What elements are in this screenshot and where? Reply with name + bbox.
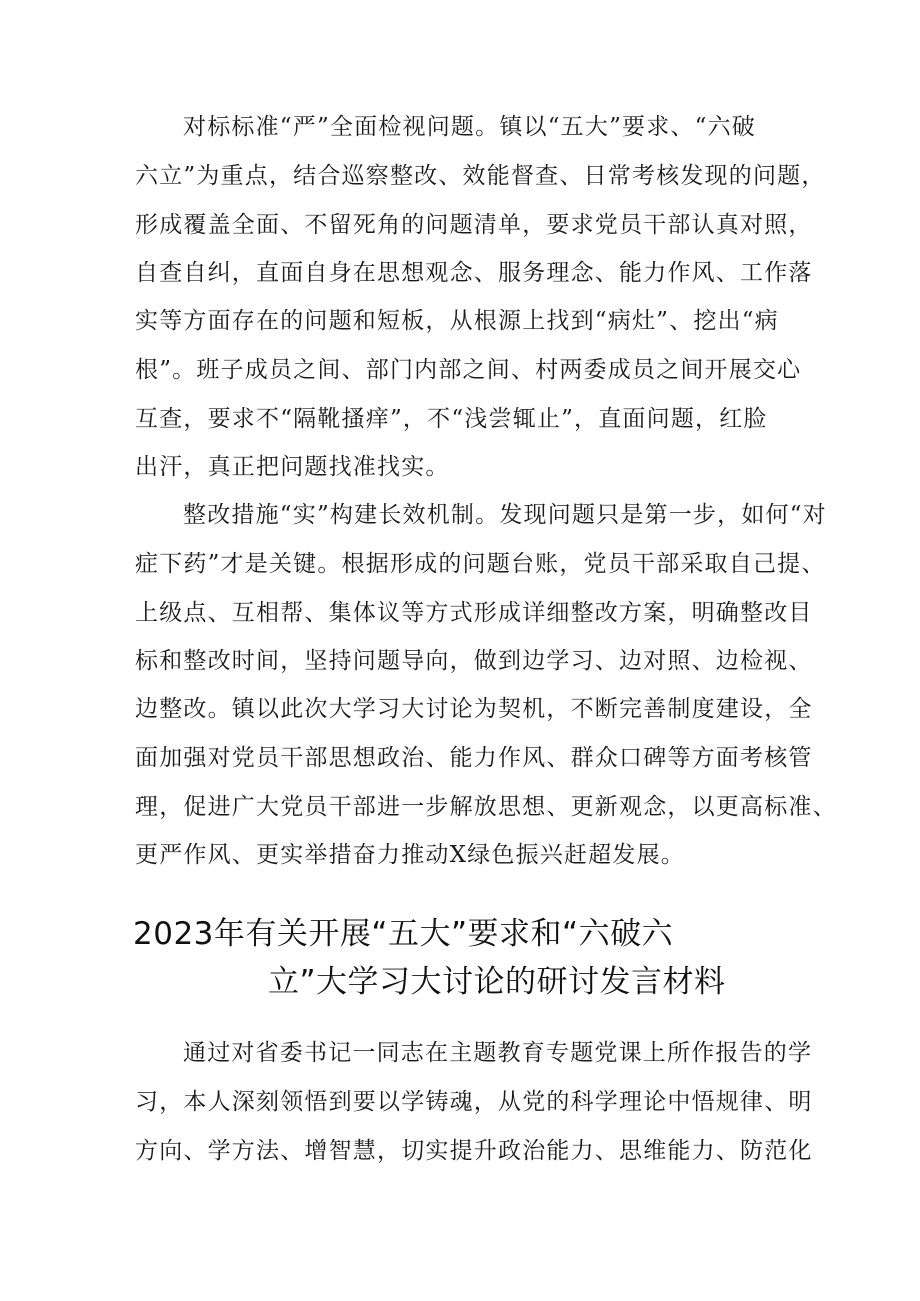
paragraph-line: 实等方面存在的问题和短板，从根源上找到“病灶”、挖出“病 <box>135 308 779 334</box>
paragraph-line: 症下药”才是关键。根据形成的问题台账，党员干部采取自己提、 <box>135 551 826 577</box>
title-line-2: 立”大学习大讨论的研讨发言材料 <box>268 964 726 1000</box>
paragraph-line: 出汗，真正把问题找准找实。 <box>135 454 450 480</box>
paragraph-line: 互查，要求不“隔靴搔痒”，不“浅尝辄止”，直面问题，红脸 <box>135 406 768 432</box>
paragraph-line: 上级点、互相帮、集体议等方式形成详细整改方案，明确整改目 <box>135 600 813 626</box>
paragraph-line: 理，促进广大党员干部进一步解放思想、更新观念，以更高标准、 <box>135 794 837 820</box>
paragraph-line: 六立”为重点，结合巡察整改、效能督查、日常考核发现的问题， <box>135 163 826 189</box>
paragraph-line: 边整改。镇以此次大学习大讨论为契机，不断完善制度建设，全 <box>135 696 813 722</box>
paragraph-line: 面加强对党员干部思想政治、能力作风、群众口碑等方面考核管 <box>135 745 813 771</box>
paragraph-line: 根”。班子成员之间、部门内部之间、村两委成员之间开展交心 <box>135 357 802 383</box>
paragraph-line: 形成覆盖全面、不留死角的问题清单，要求党员干部认真对照， <box>135 212 813 238</box>
paragraph-line: 标和整改时间，坚持问题导向，做到边学习、边对照、边检视、 <box>135 648 813 674</box>
paragraph-line: 通过对省委书记一同志在主题教育专题党课上所作报告的学 <box>183 1040 813 1066</box>
paragraph-line: 自查自纠，直面自身在思想观念、服务理念、能力作风、工作落 <box>135 260 813 286</box>
paragraph-line: 习，本人深刻领悟到要以学铸魂，从党的科学理论中悟规律、明 <box>135 1089 813 1115</box>
paragraph-line: 对标标准“严”全面检视问题。镇以“五大”要求、“六破 <box>183 114 756 140</box>
paragraph-line: 方向、学方法、增智慧，切实提升政治能力、思维能力、防范化 <box>135 1138 813 1164</box>
paragraph-line: 整改措施“实”构建长效机制。发现问题只是第一步，如何“对 <box>183 502 827 528</box>
paragraph-line: 更严作风、更实举措奋力推动X绿色振兴赶超发展。 <box>135 842 685 868</box>
title-line-1: 2023年有关开展“五大”要求和“六破六 <box>133 916 674 952</box>
